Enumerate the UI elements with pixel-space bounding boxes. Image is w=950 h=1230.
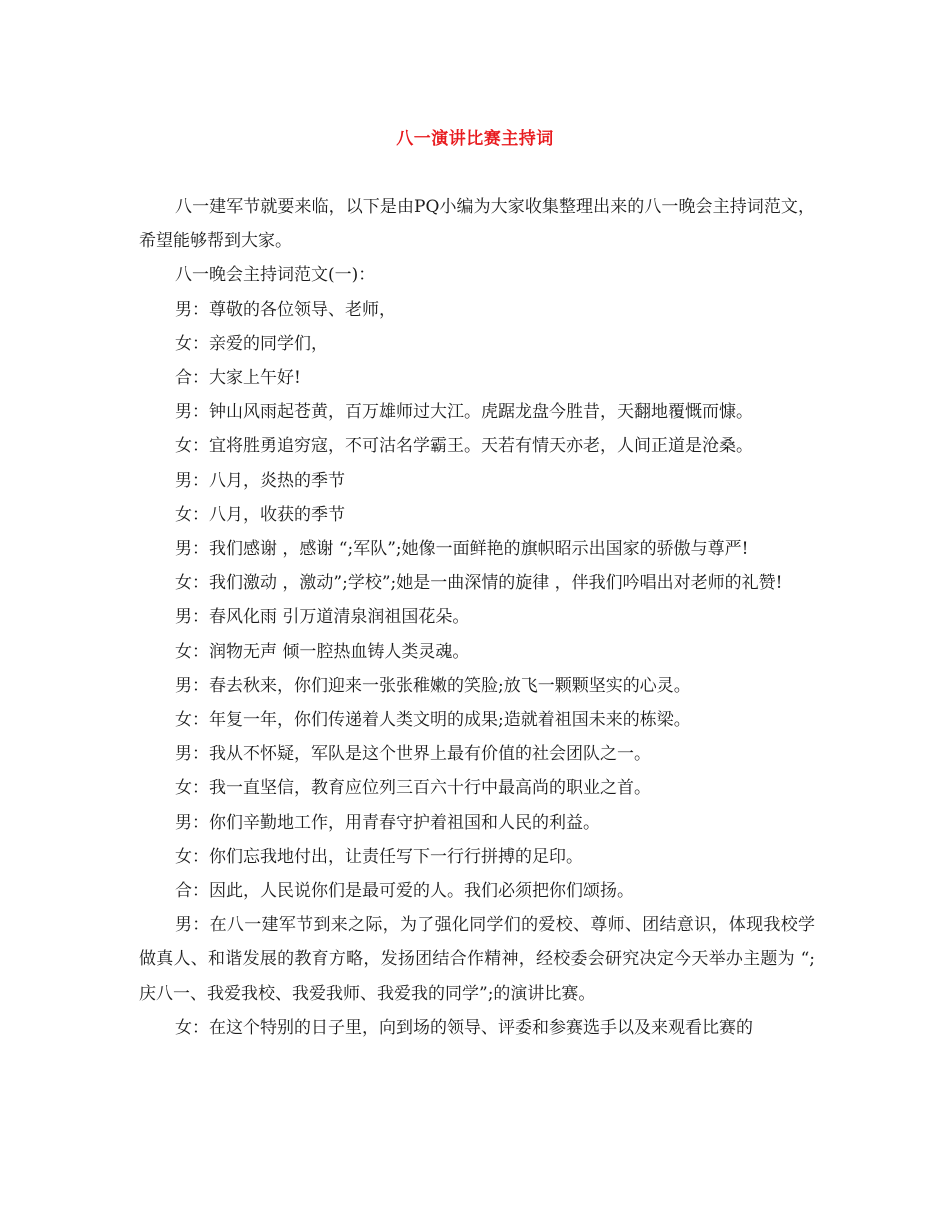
document-body (139, 190, 815, 1045)
paragraph: 女：我一直坚信，教育应位列三百六十行中最高尚的职业之首。 (175, 778, 651, 799)
paragraph: 男：八月，炎热的季节 (175, 470, 345, 491)
paragraph: 女：我们激动 ，激动”;学校”;她是一曲深情的旋律 ，伴我们吟唱出对老师的礼赞! (175, 573, 783, 594)
paragraph: 男：在八一建军节到来之际，为了强化同学们的爱校、尊师、团结意识，体现我校学做真人、和谐发展的教育方略，发扬团结合作精神，经校委会研究决定今天举办主题为 “;庆八一、我爱我校、我爱我师、我爱我的同学”;的演讲比赛。 (139, 915, 815, 1004)
paragraph: 女：亲爱的同学们， (175, 333, 328, 354)
paragraph: 八一晚会主持词范文(一)： (175, 265, 376, 286)
paragraph: 合：因此，人民说你们是最可爱的人。我们必须把你们颂扬。 (175, 881, 634, 902)
paragraph: 男：你们辛勤地工作，用青春守护着祖国和人民的利益。 (175, 812, 600, 833)
document-title: 八一演讲比赛主持词 (396, 129, 554, 149)
paragraph: 男：钟山风雨起苍黄，百万雄师过大江。虎踞龙盘今胜昔，天翻地覆慨而慷。 (175, 402, 753, 423)
paragraph: 女：你们忘我地付出，让责任写下一行行拼搏的足印。 (175, 846, 583, 867)
paragraph: 女：在这个特别的日子里，向到场的领导、评委和参赛选手以及来观看比赛的 (175, 1017, 753, 1038)
paragraph: 男：春风化雨 引万道清泉润祖国花朵。 (175, 607, 470, 628)
paragraph: 女：年复一年，你们传递着人类文明的成果;造就着祖国未来的栋梁。 (175, 710, 691, 731)
paragraph: 男：尊敬的各位领导、老师， (175, 299, 396, 320)
paragraph: 男：春去秋来，你们迎来一张张稚嫩的笑脸;放飞一颗颗坚实的心灵。 (175, 675, 691, 696)
paragraph: 女：八月，收获的季节 (175, 504, 345, 525)
paragraph: 八一建军节就要来临，以下是由PQ小编为大家收集整理出来的八一晚会主持词范文，希望能够帮到大家。 (139, 197, 815, 252)
paragraph: 男：我们感谢 ，感谢 “;军队”;她像一面鲜艳的旗帜昭示出国家的骄傲与尊严! (175, 539, 749, 560)
paragraph: 女：润物无声 倾一腔热血铸人类灵魂。 (175, 641, 470, 662)
paragraph: 合：大家上午好! (175, 368, 301, 389)
paragraph: 男：我从不怀疑，军队是这个世界上最有价值的社会团队之一。 (175, 744, 651, 765)
paragraph: 女：宜将胜勇追穷寇，不可沽名学霸王。天若有情天亦老，人间正道是沧桑。 (175, 436, 753, 457)
